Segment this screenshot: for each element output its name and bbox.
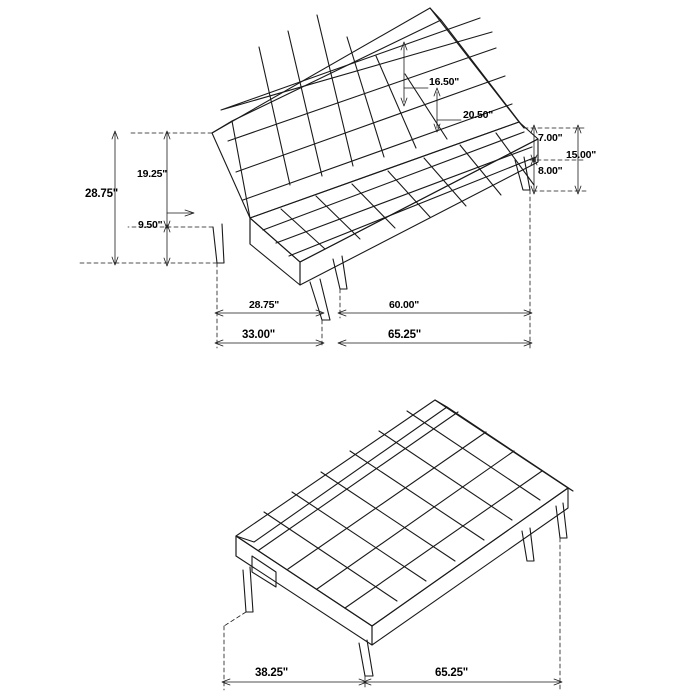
dim-seat-depth: 20.50" — [463, 109, 494, 121]
dim-overall-height: 28.75" — [85, 188, 119, 200]
dim-overall-width: 65.25" — [388, 329, 422, 341]
dim-seat-width: 60.00" — [389, 299, 420, 311]
sofa-upright-body — [212, 8, 538, 320]
dim-leg-height: 8.00" — [538, 165, 563, 177]
dim-back-height: 19.25" — [137, 168, 168, 180]
dim-seat-height: 9.50" — [138, 219, 163, 231]
upper-dimension-lines — [78, 42, 586, 348]
dim-arm-height: 7.00" — [538, 132, 563, 144]
dim-seat-back-thickness: 16.50" — [429, 76, 460, 88]
sofa-flat-body — [236, 400, 573, 676]
dim-back-depth: 28.75" — [249, 299, 280, 311]
dim-overall-depth: 33.00" — [242, 329, 276, 341]
dim-bed-width: 65.25" — [435, 667, 469, 679]
dim-overall-height-right: 15.00" — [566, 149, 597, 161]
dim-bed-depth: 38.25" — [255, 667, 289, 679]
